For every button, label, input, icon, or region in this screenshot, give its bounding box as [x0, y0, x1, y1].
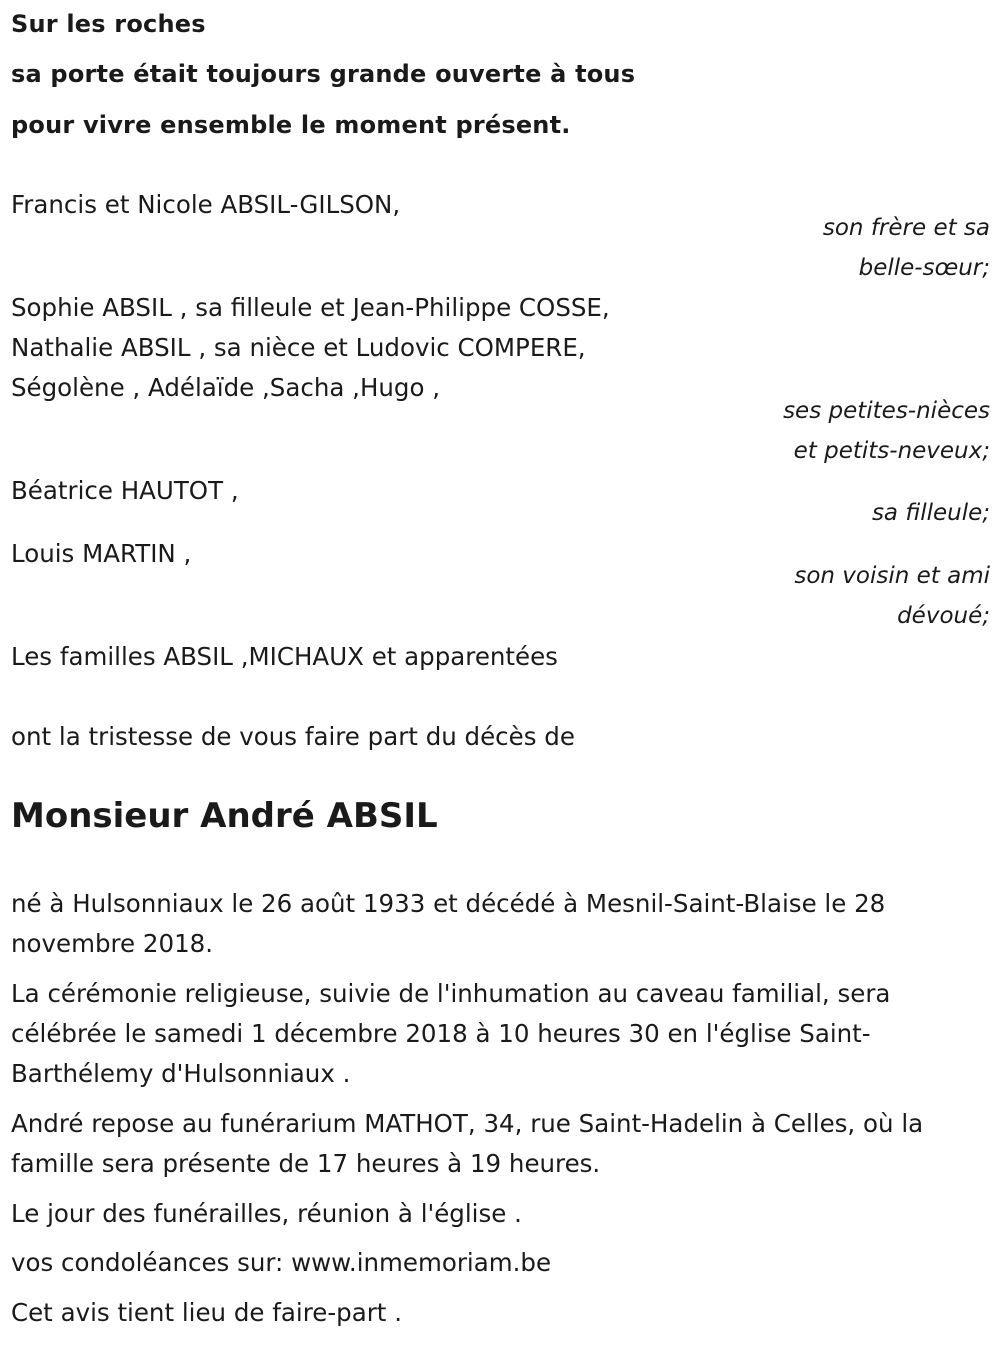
- paragraph-condolences: vos condoléances sur: www.inmemoriam.be: [11, 1248, 552, 1277]
- family-neighbor-role-2: dévoué;: [897, 603, 990, 629]
- announcement: ont la tristesse de vous faire part du décès de: [11, 722, 575, 751]
- poem-line-2: sa porte était toujours grande ouverte à tous: [11, 60, 636, 88]
- family-nieces-role-1: ses petites-nièces: [783, 398, 990, 424]
- paragraph-birth: né à Hulsonniaux le 26 août 1933 et décédé à Mesnil-Saint-Blaise le 28 novembre 2018.: [11, 889, 886, 958]
- family-neighbor-role-1: son voisin et ami: [794, 563, 990, 589]
- deceased-name: Monsieur André ABSIL: [11, 796, 438, 836]
- family-nieces-line-3: Ségolène , Adélaïde ,Sacha ,Hugo ,: [11, 373, 441, 402]
- poem-line-1: Sur les roches: [11, 10, 206, 38]
- family-families: Les familles ABSIL ,MICHAUX et apparentées: [11, 642, 558, 671]
- paragraph-meeting: Le jour des funérailles, réunion à l'église .: [11, 1199, 522, 1228]
- paragraph-notice: Cet avis tient lieu de faire-part .: [11, 1298, 402, 1327]
- family-goddaughter-names: Béatrice HAUTOT ,: [11, 476, 239, 505]
- family-brother-names: Francis et Nicole ABSIL-GILSON,: [11, 190, 401, 219]
- poem-line-3: pour vivre ensemble le moment présent.: [11, 111, 571, 139]
- family-brother-role-1: son frère et sa: [822, 215, 990, 241]
- paragraph-funerarium: André repose au funérarium MATHOT, 34, rue Saint-Hadelin à Celles, où la famille sera présente de 17 heures à 19 heures.: [11, 1109, 924, 1178]
- family-nieces-role-2: et petits-neveux;: [793, 438, 990, 464]
- paragraph-ceremony: La cérémonie religieuse, suivie de l'inhumation au caveau familial, sera célébrée le samedi 1 décembre 2018 à 10 heures 30 en l'église Saint-Barthélemy d'Hulsonniaux .: [11, 979, 891, 1088]
- family-nieces-line-2: Nathalie ABSIL , sa nièce et Ludovic COMPERE,: [11, 333, 586, 362]
- family-nieces-line-1: Sophie ABSIL , sa filleule et Jean-Philippe COSSE,: [11, 293, 610, 322]
- family-brother-role-2: belle-sœur;: [858, 255, 990, 281]
- family-goddaughter-role: sa filleule;: [871, 500, 990, 526]
- family-neighbor-names: Louis MARTIN ,: [11, 539, 192, 568]
